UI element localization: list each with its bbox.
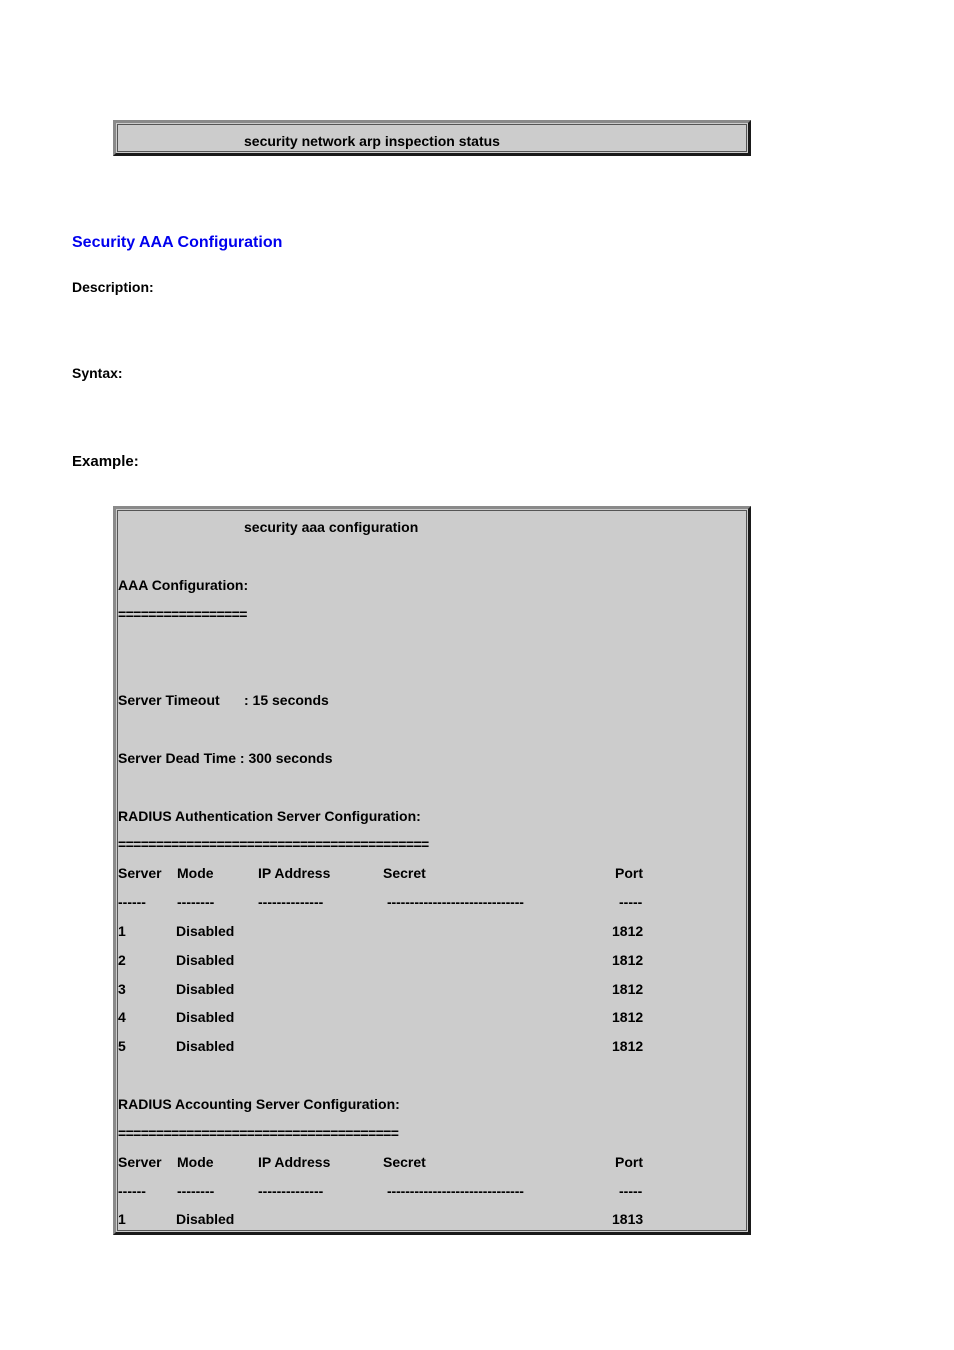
auth-dash-ip: -------------- — [258, 894, 324, 910]
auth-row3-server: 3 — [118, 981, 126, 997]
auth-col-server: Server — [118, 865, 162, 881]
server-timeout-label: Server Timeout — [118, 692, 220, 708]
description-label: Description: — [72, 279, 154, 295]
command-text: security network arp inspection status — [244, 133, 500, 149]
auth-row3-mode: Disabled — [176, 981, 235, 997]
acct-row1-port: 1813 — [612, 1211, 644, 1227]
acct-row1-mode: Disabled — [176, 1211, 235, 1227]
auth-row5-port: 1812 — [612, 1038, 644, 1054]
acct-title: RADIUS Accounting Server Configuration: — [118, 1096, 400, 1112]
auth-col-ip: IP Address — [258, 865, 331, 881]
auth-row1-mode: Disabled — [176, 923, 235, 939]
auth-row5-server: 5 — [118, 1038, 126, 1054]
auth-row4-port: 1812 — [612, 1009, 644, 1025]
auth-col-mode: Mode — [177, 865, 214, 881]
acct-col-ip: IP Address — [258, 1154, 331, 1170]
acct-row1-server: 1 — [118, 1211, 126, 1227]
auth-underline: ========================================= — [118, 836, 429, 852]
acct-col-secret: Secret — [383, 1154, 426, 1170]
acct-dash-secret: ------------------------------ — [387, 1183, 524, 1199]
syntax-label: Syntax: — [72, 365, 123, 381]
acct-col-mode: Mode — [177, 1154, 214, 1170]
auth-dash-port: ----- — [619, 894, 643, 910]
aaa-underline: ================= — [118, 606, 247, 622]
acct-col-port: Port — [615, 1154, 643, 1170]
auth-row3-port: 1812 — [612, 981, 644, 997]
server-dead-time: Server Dead Time : 300 seconds — [118, 750, 333, 766]
server-timeout-value: : 15 seconds — [244, 692, 329, 708]
acct-dash-ip: -------------- — [258, 1183, 324, 1199]
acct-dash-mode: -------- — [177, 1183, 215, 1199]
auth-dash-mode: -------- — [177, 894, 215, 910]
auth-col-port: Port — [615, 865, 643, 881]
acct-dash-port: ----- — [619, 1183, 643, 1199]
auth-dash-secret: ------------------------------ — [387, 894, 524, 910]
auth-row4-server: 4 — [118, 1009, 126, 1025]
acct-col-server: Server — [118, 1154, 162, 1170]
auth-row2-port: 1812 — [612, 952, 644, 968]
example-output-box — [113, 506, 751, 1235]
aaa-title: AAA Configuration: — [118, 577, 249, 593]
example-command: security aaa configuration — [244, 519, 419, 535]
auth-row5-mode: Disabled — [176, 1038, 235, 1054]
auth-title: RADIUS Authentication Server Configuration: — [118, 808, 421, 824]
auth-dash-server: ------ — [118, 894, 146, 910]
auth-row2-mode: Disabled — [176, 952, 235, 968]
auth-row1-server: 1 — [118, 923, 126, 939]
section-title: Security AAA Configuration — [72, 234, 283, 251]
auth-col-secret: Secret — [383, 865, 426, 881]
acct-underline: ===================================== — [118, 1125, 399, 1141]
command-box-arp-status — [113, 120, 751, 156]
auth-row4-mode: Disabled — [176, 1009, 235, 1025]
example-label: Example: — [72, 453, 139, 470]
auth-row2-server: 2 — [118, 952, 126, 968]
acct-dash-server: ------ — [118, 1183, 146, 1199]
auth-row1-port: 1812 — [612, 923, 644, 939]
